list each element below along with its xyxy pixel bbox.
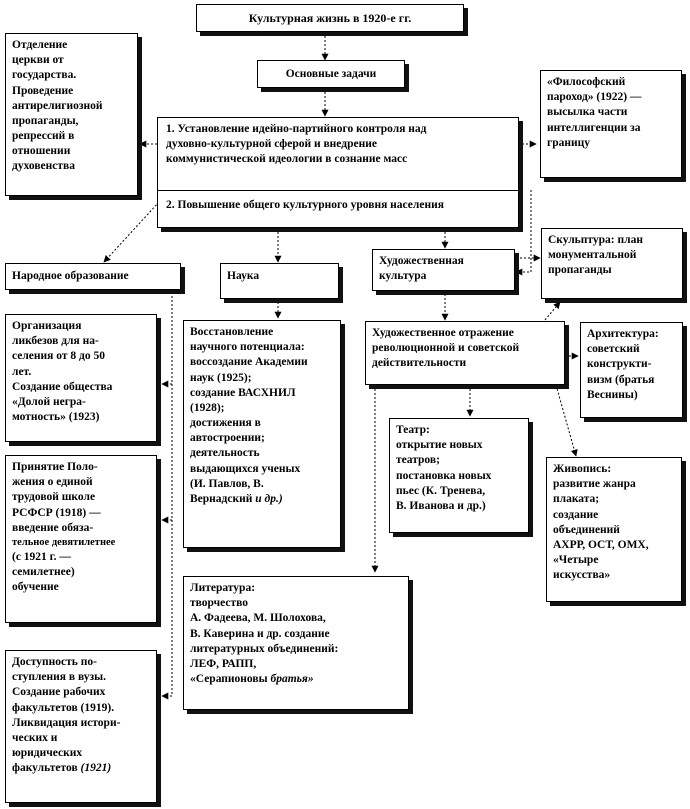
painting-line: Живопись: <box>553 463 612 475</box>
art-reflection-line: Художественное отражение <box>372 327 514 339</box>
school-line: жения о единой <box>12 476 93 489</box>
literature-line: литературных объединений: <box>190 642 339 655</box>
universities-line: факультетов (1919). <box>12 701 115 714</box>
main-tasks-text: Основные задачи <box>285 68 377 80</box>
ship-line: интеллигенции за <box>547 121 641 134</box>
science-detail-line: научного потенциала: <box>190 341 305 354</box>
art-reflection-line: революционной и советской <box>372 342 520 355</box>
art-culture-line: Художественная <box>379 255 464 267</box>
arrow-reflection-to-painting <box>556 385 576 456</box>
church-line: антирелигиозной <box>12 99 103 112</box>
architecture-line: конструкти- <box>587 358 652 371</box>
task-2 <box>158 198 452 213</box>
architecture-line: визм (братья <box>587 373 655 386</box>
likbez-line: «Долой негра- <box>12 395 86 408</box>
likbez-line: селения от 8 до 50 <box>12 350 105 363</box>
theater-box <box>389 418 529 533</box>
tasks-divider <box>158 190 518 191</box>
universities-line: Ликвидация истори- <box>12 716 121 729</box>
science-detail-line: деятельность <box>190 447 260 460</box>
theater-line: открытие новых <box>396 439 483 452</box>
art-culture-line: культура <box>379 270 427 283</box>
ship-line: пароход» (1922) — <box>547 91 642 104</box>
painting-line: «Четыре <box>553 554 599 567</box>
theater-line: театров; <box>396 454 440 467</box>
science-detail-line: автостроении; <box>190 432 265 445</box>
likbez-line: Организация <box>12 320 82 332</box>
literature-box <box>183 576 409 710</box>
theater-line: Театр: <box>396 424 430 436</box>
literature-line: ЛЕФ, РАПП, <box>190 657 257 670</box>
literature-line: А. Фадеева, М. Шолохова, <box>190 612 326 625</box>
school-box <box>5 455 157 623</box>
science-detail-line: создание ВАСХНИЛ <box>190 386 296 399</box>
painting-line: объединений <box>553 523 620 536</box>
science-detail-line: (И. Павлов, В. <box>190 477 264 490</box>
church-line: Проведение <box>12 84 74 97</box>
painting-line: искусства» <box>553 569 611 582</box>
science-detail-line: Восстановление <box>190 326 274 338</box>
science-detail-etc: и др.) <box>255 492 283 505</box>
ship-line: высылка части <box>547 106 628 119</box>
art-reflection-line: действительности <box>372 357 467 370</box>
painting-line: АХРР, ОСТ, ОМХ, <box>553 538 649 551</box>
church-box <box>5 33 138 196</box>
arrow-reflection-to-sculpture <box>545 302 560 320</box>
science-detail-line: наук (1925); <box>190 371 252 384</box>
education-box <box>5 263 181 290</box>
science-detail-line: (1928); <box>190 401 225 414</box>
science-detail-box <box>183 320 341 548</box>
universities-line: юридических <box>12 747 83 760</box>
task-1-line: духовно-культурной сферой и внедрение <box>166 138 377 151</box>
title-text: Культурная жизнь в 1920-е гг. <box>248 11 412 25</box>
education-text: Народное образование <box>12 270 129 282</box>
ship-line: «Философский <box>547 76 626 88</box>
science-detail-line: воссоздание Академии <box>190 356 308 369</box>
painting-line: создание <box>553 508 599 521</box>
ship-line: границу <box>547 136 590 149</box>
literature-line: творчество <box>190 597 249 610</box>
church-line: духовенства <box>12 160 75 173</box>
school-line: тельное девятилетнее <box>12 536 116 548</box>
church-line: пропаганды, <box>12 114 79 127</box>
science-text: Наука <box>227 270 260 282</box>
school-line: обучение <box>12 581 59 594</box>
painting-line: плаката; <box>553 493 600 506</box>
school-line: семилетнее) <box>12 565 75 578</box>
theater-line: постановка новых <box>396 469 492 482</box>
likbez-line: ликбезов для на- <box>12 335 99 348</box>
science-detail-line: выдающихся ученых <box>190 462 301 475</box>
architecture-line: советский <box>587 343 640 356</box>
main-tasks-box <box>257 60 405 88</box>
sculpture-box <box>541 228 683 299</box>
literature-serapion: «Серапионовы <box>190 673 268 686</box>
school-line: (с 1921 г. — <box>12 550 71 563</box>
tasks-block <box>157 117 519 228</box>
theater-line: пьес (К. Тренева, <box>396 484 486 497</box>
sculpture-line: монументальной <box>548 249 637 262</box>
likbez-line: Создание общества <box>12 380 113 393</box>
church-line: Отделение <box>12 39 68 51</box>
sculpture-line: Скульптура: план <box>548 234 643 246</box>
title-box <box>196 4 464 32</box>
likbez-line: мотность» (1923) <box>12 411 100 424</box>
literature-line: Литература: <box>190 582 256 594</box>
school-line: Принятие Поло- <box>12 461 98 473</box>
church-line: государства. <box>12 69 77 82</box>
task-2-text: 2. Повышение общего культурного уровня населения <box>166 199 444 211</box>
universities-word: факультетов <box>12 762 78 775</box>
architecture-line: Архитектура: <box>587 328 659 340</box>
universities-line: Создание рабочих <box>12 686 106 699</box>
task-1 <box>158 118 518 172</box>
universities-year: (1921) <box>80 762 112 775</box>
sculpture-line: пропаганды <box>548 264 612 277</box>
universities-line: ческих и <box>12 731 58 744</box>
task-1-line: коммунистической идеологии в сознание масс <box>166 153 408 166</box>
church-line: отношении <box>12 145 71 158</box>
church-line: церкви от <box>12 54 64 67</box>
science-detail-last-line <box>190 492 334 507</box>
science-detail-name: Вернадский <box>190 492 253 505</box>
literature-line: В. Каверина и др. создание <box>190 627 330 640</box>
architecture-line: Веснины) <box>587 388 638 401</box>
school-line: трудовой школе <box>12 491 96 504</box>
painting-line: развитие жанра <box>553 478 636 491</box>
literature-brothers: братья» <box>270 673 314 686</box>
school-line: РСФСР (1918) — <box>12 506 101 519</box>
philosophy-ship-box <box>540 70 682 178</box>
art-reflection-box <box>365 321 565 385</box>
art-culture-box <box>372 249 515 291</box>
universities-line: ступления в вузы. <box>12 671 107 684</box>
literature-last-line <box>190 672 402 687</box>
architecture-box <box>580 322 683 418</box>
science-detail-line: достижения в <box>190 417 261 430</box>
science-box <box>220 263 339 299</box>
task-1-line: 1. Установление идейно-партийного контроля над <box>166 123 427 135</box>
theater-line: В. Иванова и др.) <box>396 499 486 512</box>
universities-last-line <box>12 761 150 776</box>
likbez-box <box>5 314 157 442</box>
universities-box <box>5 650 157 803</box>
universities-line: Доступность по- <box>12 656 97 668</box>
likbez-line: лет. <box>12 365 32 378</box>
church-line: репрессий в <box>12 130 75 143</box>
painting-box <box>546 457 682 602</box>
school-line: введение обяза- <box>12 521 94 534</box>
